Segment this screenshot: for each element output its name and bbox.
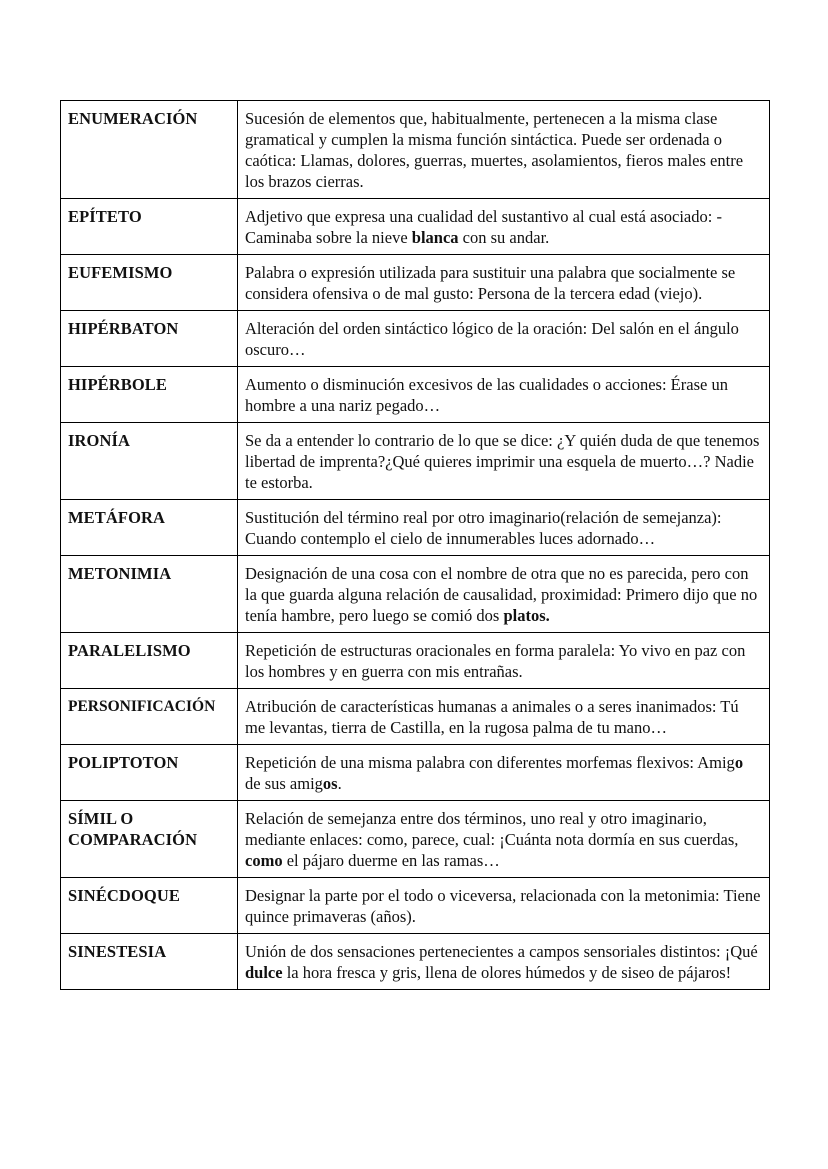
figure-definition [238,500,770,556]
definition-text: la hora fresca y gris, llena de olores húmedos y de siseo de pájaros! [282,963,732,982]
figure-definition [238,199,770,255]
table-row [61,801,770,878]
table-row [61,689,770,745]
figure-term: HIPÉRBATON [61,311,238,367]
definition-text: Repetición de estructuras oracionales en forma paralela: Yo vivo en paz con los hombres y en guerra con mis entrañas. [245,641,746,681]
figure-term: SINÉCDOQUE [61,878,238,934]
figure-term: EUFEMISMO [61,255,238,311]
definition-text: Sucesión de elementos que, habitualmente, pertenecen a la misma clase gramatical y cumplen la misma función sintáctica. Puede ser ordenada o caótica: Llamas, dolores, guerras, muertes, asolamientos, fieros males entre los brazos cierras. [245,109,744,191]
definition-text: Relación de semejanza entre dos términos, uno real y otro imaginario, mediante enlaces: como, parece, cual: ¡Cuánta nota dormía en sus cuerdas, [245,809,739,849]
figure-definition [238,934,770,990]
figure-definition [238,801,770,878]
definition-text: Adjetivo que expresa una cualidad del sustantivo al cual está asociado: -Caminaba sobre la nieve [245,207,722,247]
figure-definition [238,689,770,745]
definition-text: con su andar. [458,228,550,247]
definition-text: Alteración del orden sintáctico lógico de la oración: Del salón en el ángulo oscuro… [245,319,739,359]
table-row [61,556,770,633]
figure-term: IRONÍA [61,423,238,500]
table-row [61,255,770,311]
figure-definition [238,367,770,423]
table-row [61,367,770,423]
highlighted-example-word: os [322,774,338,793]
definition-text: Palabra o expresión utilizada para sustituir una palabra que socialmente se considera ofensiva o de mal gusto: Persona de la tercera edad (viejo). [245,263,736,303]
figure-term: METONIMIA [61,556,238,633]
figure-definition [238,633,770,689]
figure-term: POLIPTOTON [61,745,238,801]
highlighted-example-word: blanca [411,228,459,247]
definition-text: Atribución de características humanas a animales o a seres inanimados: Tú me levantas, tierra de Castilla, en la rugosa palma de tu mano… [245,697,739,737]
definition-text: Unión de dos sensaciones pertenecientes a campos sensoriales distintos: ¡Qué [245,942,758,961]
highlighted-example-word: platos. [503,606,550,625]
table-row [61,311,770,367]
literary-figures-table [60,100,770,990]
table-row [61,500,770,556]
figure-term: PERSONIFICACIÓN [61,689,238,745]
highlighted-example-word: dulce [245,963,283,982]
definition-text: Se da a entender lo contrario de lo que se dice: ¿Y quién duda de que tenemos libertad de imprenta?¿Qué quieres imprimir una esquela de muerto…? Nadie te estorba. [245,431,760,492]
figure-term: PARALELISMO [61,633,238,689]
table-row [61,199,770,255]
definition-text: Aumento o disminución excesivos de las cualidades o acciones: Érase un hombre a una nariz pegado… [245,375,728,415]
figure-definition [238,556,770,633]
figure-definition [238,423,770,500]
table-row [61,934,770,990]
figure-term: SINESTESIA [61,934,238,990]
definition-text: Designación de una cosa con el nombre de otra que no es parecida, pero con la que guarda alguna relación de causalidad, proximidad: Primero dijo que no tenía hambre, pero luego se comió dos [245,564,758,625]
figure-definition [238,745,770,801]
figure-term: EPÍTETO [61,199,238,255]
table-row [61,101,770,199]
definition-text: de sus amig [245,774,323,793]
figure-definition [238,255,770,311]
definition-text: el pájaro duerme en las ramas… [282,851,500,870]
table-row [61,745,770,801]
definition-text: Designar la parte por el todo o viceversa, relacionada con la metonimia: Tiene quince primaveras (años). [245,886,761,926]
highlighted-example-word: como [245,851,283,870]
table-row [61,423,770,500]
figure-term: METÁFORA [61,500,238,556]
figure-term: ENUMERACIÓN [61,101,238,199]
figure-term: SÍMIL O COMPARACIÓN [61,801,238,878]
definition-text: Sustitución del término real por otro imaginario(relación de semejanza): Cuando contemplo el cielo de innumerables luces adornado… [245,508,722,548]
table-body [61,101,770,990]
highlighted-example-word: o [734,753,744,772]
table-row [61,878,770,934]
definition-text: . [337,774,342,793]
definition-text: Repetición de una misma palabra con diferentes morfemas flexivos: Amig [245,753,735,772]
table-row [61,633,770,689]
figure-definition [238,311,770,367]
figure-definition [238,878,770,934]
figure-definition [238,101,770,199]
figure-term: HIPÉRBOLE [61,367,238,423]
